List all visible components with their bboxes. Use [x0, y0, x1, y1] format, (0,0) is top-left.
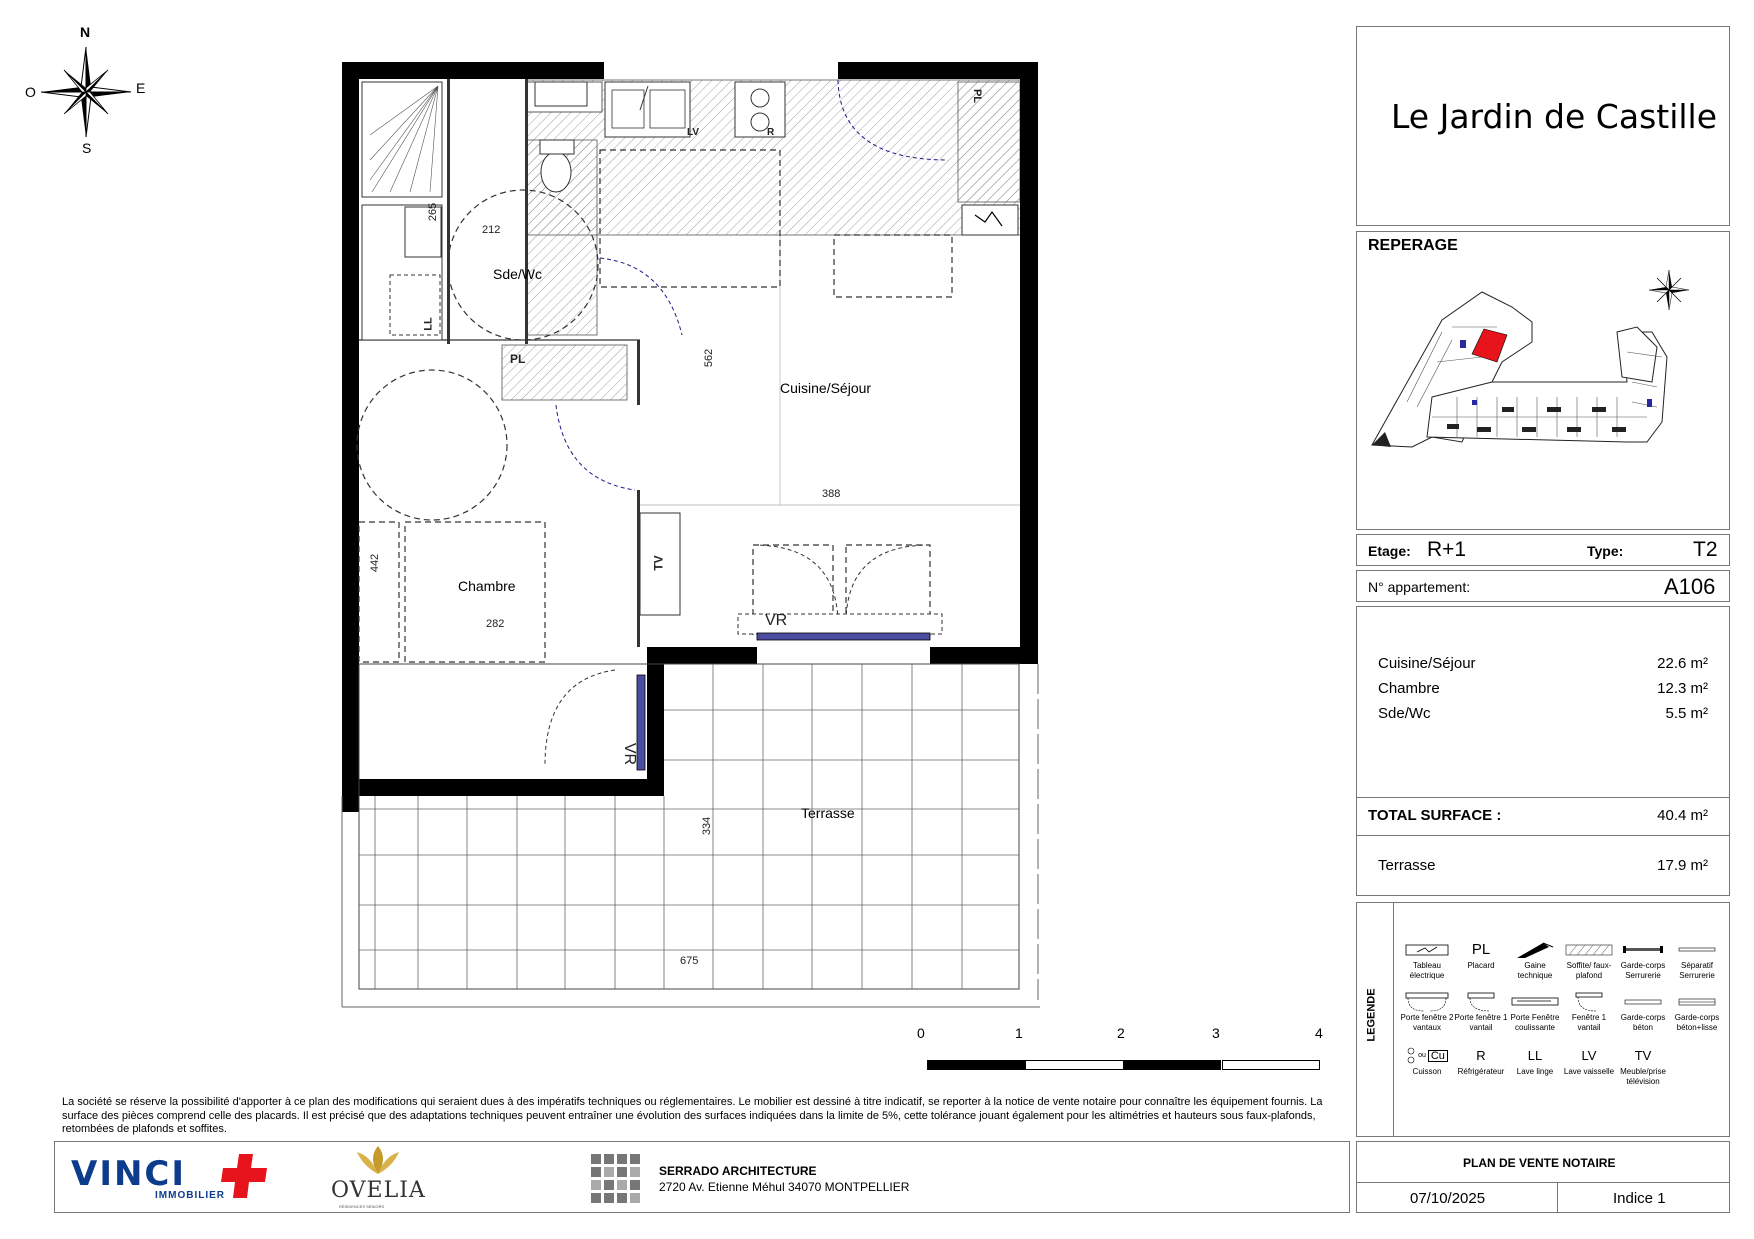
legend-label: Réfrigérateur: [1457, 1067, 1505, 1076]
architect-address: 2720 Av. Etienne Méhul 34070 MONTPELLIER: [659, 1180, 910, 1194]
room-label-cuisine-sejour: Cuisine/Séjour: [780, 380, 872, 396]
terrasse-value: 17.9 m²: [1657, 857, 1708, 874]
reperage-label: REPERAGE: [1368, 237, 1458, 254]
serrado-logo-icon: [591, 1154, 641, 1204]
compass-s-label: S: [82, 140, 92, 156]
ovelia-wordmark: OVELIA: [331, 1178, 426, 1203]
ovelia-lotus-icon: [355, 1144, 401, 1178]
plan-indice: Indice 1: [1613, 1190, 1666, 1207]
electrical-panel-icon: [1405, 944, 1449, 956]
room-label-sde-wc: Sde/Wc: [493, 266, 543, 282]
garde-corps-beton-icon: [1623, 998, 1663, 1006]
legend-label: Meuble/prise télévision: [1620, 1067, 1666, 1086]
legend-item: [1669, 939, 1725, 981]
legend-item: [1453, 991, 1509, 1033]
legend-label: Soffite/ faux-plafond: [1566, 961, 1612, 980]
room-label-terrasse: Terrasse: [801, 805, 855, 821]
mini-compass-icon: [1649, 270, 1689, 310]
dim-675: 675: [680, 955, 699, 967]
placard-top: [958, 82, 1020, 202]
fenetre-1-vantail-icon: [1574, 991, 1604, 1013]
terrace-grid: [359, 664, 1019, 989]
compass-e-label: E: [136, 80, 146, 96]
tag-tv: TV: [651, 555, 666, 571]
scale-tick-label: 4: [1315, 1025, 1323, 1041]
legend-label: Séparatif Serrurerie: [1679, 961, 1715, 980]
compass-o-label: O: [25, 84, 36, 100]
legend-item: [1399, 991, 1455, 1033]
dim-265: 265: [427, 202, 440, 222]
legend-label: Garde-corps béton: [1620, 1013, 1666, 1032]
legend-label: Porte fenêtre 1 vantail: [1454, 1013, 1508, 1032]
refrigerateur-icon: R: [1476, 1048, 1486, 1063]
title-box: [1356, 26, 1730, 226]
legend-item: [1561, 1045, 1617, 1077]
room-label-chambre: Chambre: [458, 578, 516, 594]
plan-title-box: [1356, 1141, 1730, 1213]
appartement-label: N° appartement:: [1368, 579, 1471, 595]
legend-label: Porte fenêtre 2 vantaux: [1400, 1013, 1454, 1032]
dim-334: 334: [701, 816, 714, 836]
site-plan-map: [1357, 232, 1729, 529]
porte-fenetre-coulissante-icon: [1511, 997, 1559, 1007]
vinci-cross-icon: [221, 1152, 271, 1202]
surface-room-name: Chambre: [1378, 680, 1440, 697]
surface-room-name: Sde/Wc: [1378, 705, 1431, 722]
television-icon: TV: [1634, 1048, 1652, 1063]
plan-date: 07/10/2025: [1410, 1190, 1486, 1207]
architect-name: SERRADO ARCHITECTURE: [659, 1164, 817, 1178]
scale-bar: [917, 1025, 1325, 1075]
vinci-subtitle: IMMOBILIER: [155, 1190, 225, 1201]
soffite-icon: [1565, 944, 1613, 956]
tag-r: R: [767, 127, 775, 138]
etage-value: R+1: [1427, 538, 1467, 561]
reperage-box: [1356, 231, 1730, 530]
legend-label: Garde-corps béton+lisse: [1674, 1013, 1720, 1032]
separatif-icon: [1677, 946, 1717, 954]
surface-room-area: 12.3 m²: [1657, 680, 1708, 697]
surface-row: [1378, 655, 1708, 677]
surface-row: [1378, 705, 1708, 727]
garde-corps-serrurerie-icon: [1621, 945, 1665, 955]
vinci-immobilier-logo: [71, 1152, 291, 1207]
legend-label: Fenêtre 1 vantail: [1571, 1013, 1607, 1032]
dim-562: 562: [703, 348, 716, 368]
tag-lv: LV: [687, 127, 700, 138]
total-surface-value: 40.4 m²: [1657, 807, 1708, 824]
legend-item: [1507, 939, 1563, 981]
scale-tick-label: 2: [1117, 1025, 1125, 1041]
legend-label: Tableau électrique: [1409, 961, 1445, 980]
disclaimer-text: La société se réserve la possibilité d'apporter à ce plan des modifications qui seraient dues à des impératifs techniques ou réglementaires. Le mobilier est dessiné à titre indicatif, se reporter à la notice de vente notaire pour connaître les équipement fournis. La surface des pièces comprend celle des placards. Il est précisé que des adaptations techniques peuvent entraîner une évolution des surfaces indiquées dans la limite de 5%, cette tolérance jouant également pour les altimétries et hauteurs sous faux-plafonds, retombées de plafonds et soffites.: [62, 1096, 1323, 1135]
cuisson-icon: Cu: [1428, 1050, 1448, 1062]
type-label: Type:: [1587, 543, 1624, 559]
surface-row: [1378, 680, 1708, 702]
legend-box: [1356, 902, 1730, 1137]
surface-room-name: Cuisine/Séjour: [1378, 655, 1476, 672]
project-title: Le Jardin de Castille: [1391, 97, 1718, 136]
etage-type-row: [1356, 534, 1730, 566]
legend-item: [1615, 991, 1671, 1033]
total-surface-label: TOTAL SURFACE :: [1368, 807, 1502, 824]
legend-item: [1453, 939, 1509, 971]
lave-linge-icon: LL: [1527, 1048, 1543, 1063]
tag-vr-main: VR: [765, 612, 788, 629]
ovelia-subtitle: RÉSIDENCES SENIORS: [339, 1204, 385, 1209]
legend-item: [1615, 1045, 1671, 1087]
surface-room-area: 22.6 m²: [1657, 655, 1708, 672]
tag-pl-mid: PL: [510, 352, 526, 366]
legend-item: [1507, 991, 1563, 1033]
tag-ll: LL: [422, 317, 435, 331]
legend-item: [1615, 939, 1671, 981]
gaine-technique-icon: [1513, 941, 1557, 959]
appartement-row: [1356, 570, 1730, 602]
tag-pl-top: PL: [971, 88, 984, 104]
compass-n-label: N: [80, 24, 91, 40]
scale-tick-label: 1: [1015, 1025, 1023, 1041]
dim-442: 442: [369, 553, 382, 573]
etage-label: Etage:: [1368, 543, 1411, 559]
surfaces-box: [1356, 606, 1730, 896]
placard-icon: PL: [1471, 941, 1491, 958]
tag-vr-side: VR: [621, 742, 639, 766]
legend-label: Cuisson: [1412, 1067, 1442, 1076]
legend-item: [1399, 939, 1455, 981]
footer-logos-box: [54, 1141, 1350, 1213]
legend-label: Lave linge: [1516, 1067, 1554, 1076]
type-value: T2: [1693, 538, 1718, 561]
legend-label: Placard: [1467, 961, 1495, 970]
scale-tick-label: 0: [917, 1025, 925, 1041]
ovelia-logo: [325, 1144, 435, 1212]
legend-item: [1399, 1045, 1455, 1077]
terrasse-label: Terrasse: [1378, 857, 1436, 874]
legend-item: [1669, 991, 1725, 1033]
plan-title: PLAN DE VENTE NOTAIRE: [1463, 1156, 1616, 1170]
surface-room-area: 5.5 m²: [1665, 705, 1708, 722]
legend-item: [1561, 939, 1617, 981]
lave-vaisselle-icon: LV: [1581, 1048, 1597, 1063]
legend-label: Garde-corps Serrurerie: [1620, 961, 1666, 980]
cuisson-plaques-icon: [1406, 1047, 1416, 1065]
appartement-value: A106: [1664, 574, 1716, 599]
legend-ou: ou: [1418, 1052, 1426, 1059]
dim-282: 282: [486, 618, 505, 630]
legend-label: Porte Fenêtre coulissante: [1510, 1013, 1560, 1032]
dim-388: 388: [822, 488, 841, 500]
legend-label: Gaine technique: [1517, 961, 1553, 980]
legend-title: LEGENDE: [1365, 988, 1378, 1042]
legend-label: Lave vaisselle: [1563, 1067, 1615, 1076]
vinci-wordmark: VINCI: [71, 1154, 187, 1194]
garde-corps-beton-lisse-icon: [1677, 997, 1717, 1007]
porte-fenetre-2-vantaux-icon: [1404, 991, 1450, 1013]
scale-tick-label: 3: [1212, 1025, 1220, 1041]
dim-212: 212: [482, 224, 501, 236]
porte-fenetre-1-vantail-icon: [1466, 991, 1496, 1013]
legend-item: [1453, 1045, 1509, 1077]
legend-item: [1561, 991, 1617, 1033]
legend-item: [1507, 1045, 1563, 1077]
